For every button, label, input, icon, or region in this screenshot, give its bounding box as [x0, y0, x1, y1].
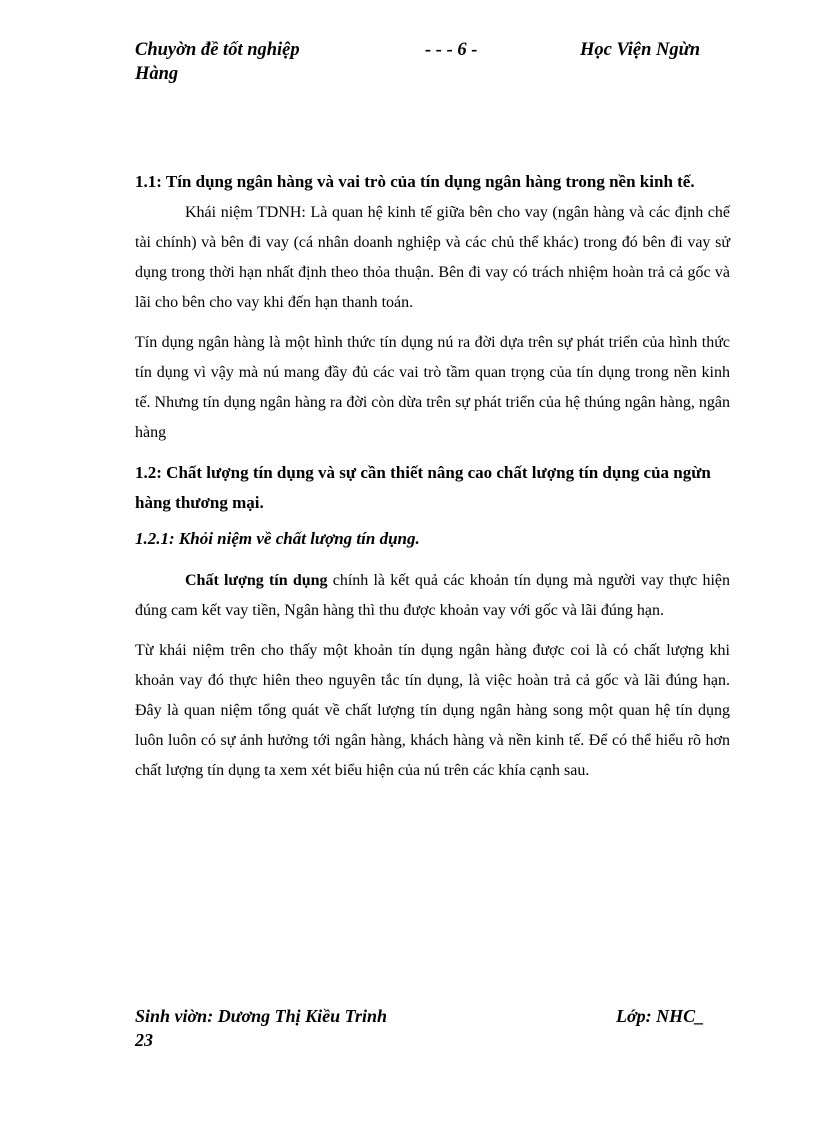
- section-1-2-1-paragraph-2: Từ khái niệm trên cho thấy một khoản tín dụng ngân hàng được coi là có chất lượng khi khoản vay đó thực hiên theo nguyên tắc tín dụng, là việc hoàn trả cả gốc và lãi đúng hạn. Đây là quan niệm tổng quát về chất lượng tín dụng ngân hàng song một quan hệ tín dụng luôn luôn có sự ảnh hưởng tới ngân hàng, khách hàng và nền kinh tế. Để có thể hiểu rõ hơn chất lượng tín dụng ta xem xét biểu hiện của nú trên các khía cạnh sau.: [135, 642, 730, 779]
- section-1-1-heading: 1.1: Tín dụng ngân hàng và vai trò của tín dụng ngân hàng trong nền kinh tế.: [135, 172, 695, 191]
- header-institution: Học Viện Ngừn: [580, 40, 701, 60]
- footer-student-name: Sinh viờn: Dương Thị Kiều Trinh: [135, 1006, 388, 1026]
- header-title: Chuyờn đề tốt nghiệp: [135, 40, 300, 60]
- section-1-1-paragraph-2: Tín dụng ngân hàng là một hình thức tín dụng nú ra đời dựa trên sự phát triển của hình thức tín dụng vì vậy mà nú mang đầy đủ các vai trò tầm quan trọng của tín dụng trong nền kinh tế. Nhưng tín dụng ngân hàng ra đời còn dừa trên sự phát triển của hệ thúng ngân hàng, ngân hàng: [135, 334, 730, 441]
- footer-class-number: 23: [135, 1030, 153, 1050]
- header-page-number: - - - 6 -: [425, 40, 478, 60]
- document-body: [135, 170, 730, 796]
- section-1-2-heading: 1.2: Chất lượng tín dụng và sự cần thiết nâng cao chất lượng tín dụng của ngừn hàng thương mại.: [135, 463, 711, 512]
- term-bold: Chất lượng tín dụng: [185, 572, 328, 589]
- header-title-continued: Hàng: [135, 64, 179, 84]
- footer-class-label: Lớp: NHC_: [616, 1006, 705, 1026]
- section-1-2-1-paragraph-1: [135, 566, 730, 626]
- section-1-1-paragraph-1: Khái niệm TDNH: Là quan hệ kinh tế giữa bên cho vay (ngân hàng và các định chế tài chính) và bên đi vay (cá nhân doanh nghiệp và các chủ thể khác) trong đó bên đi vay sử dụng trong thời hạn nhất định theo thỏa thuận. Bên đi vay có trách nhiệm hoàn trả cả gốc và lãi cho bên cho vay khi đến hạn thanh toán.: [135, 204, 730, 311]
- definition-text: chính là kết quả các khoản tín dụng mà người vay thực hiện đúng cam kết vay tiền, Ngân hàng thì thu được khoản vay với gốc và lãi đúng hạn.: [135, 572, 731, 619]
- section-1-2-1-heading: 1.2.1: Khỏi niệm về chất lượng tín dụng.: [135, 529, 420, 548]
